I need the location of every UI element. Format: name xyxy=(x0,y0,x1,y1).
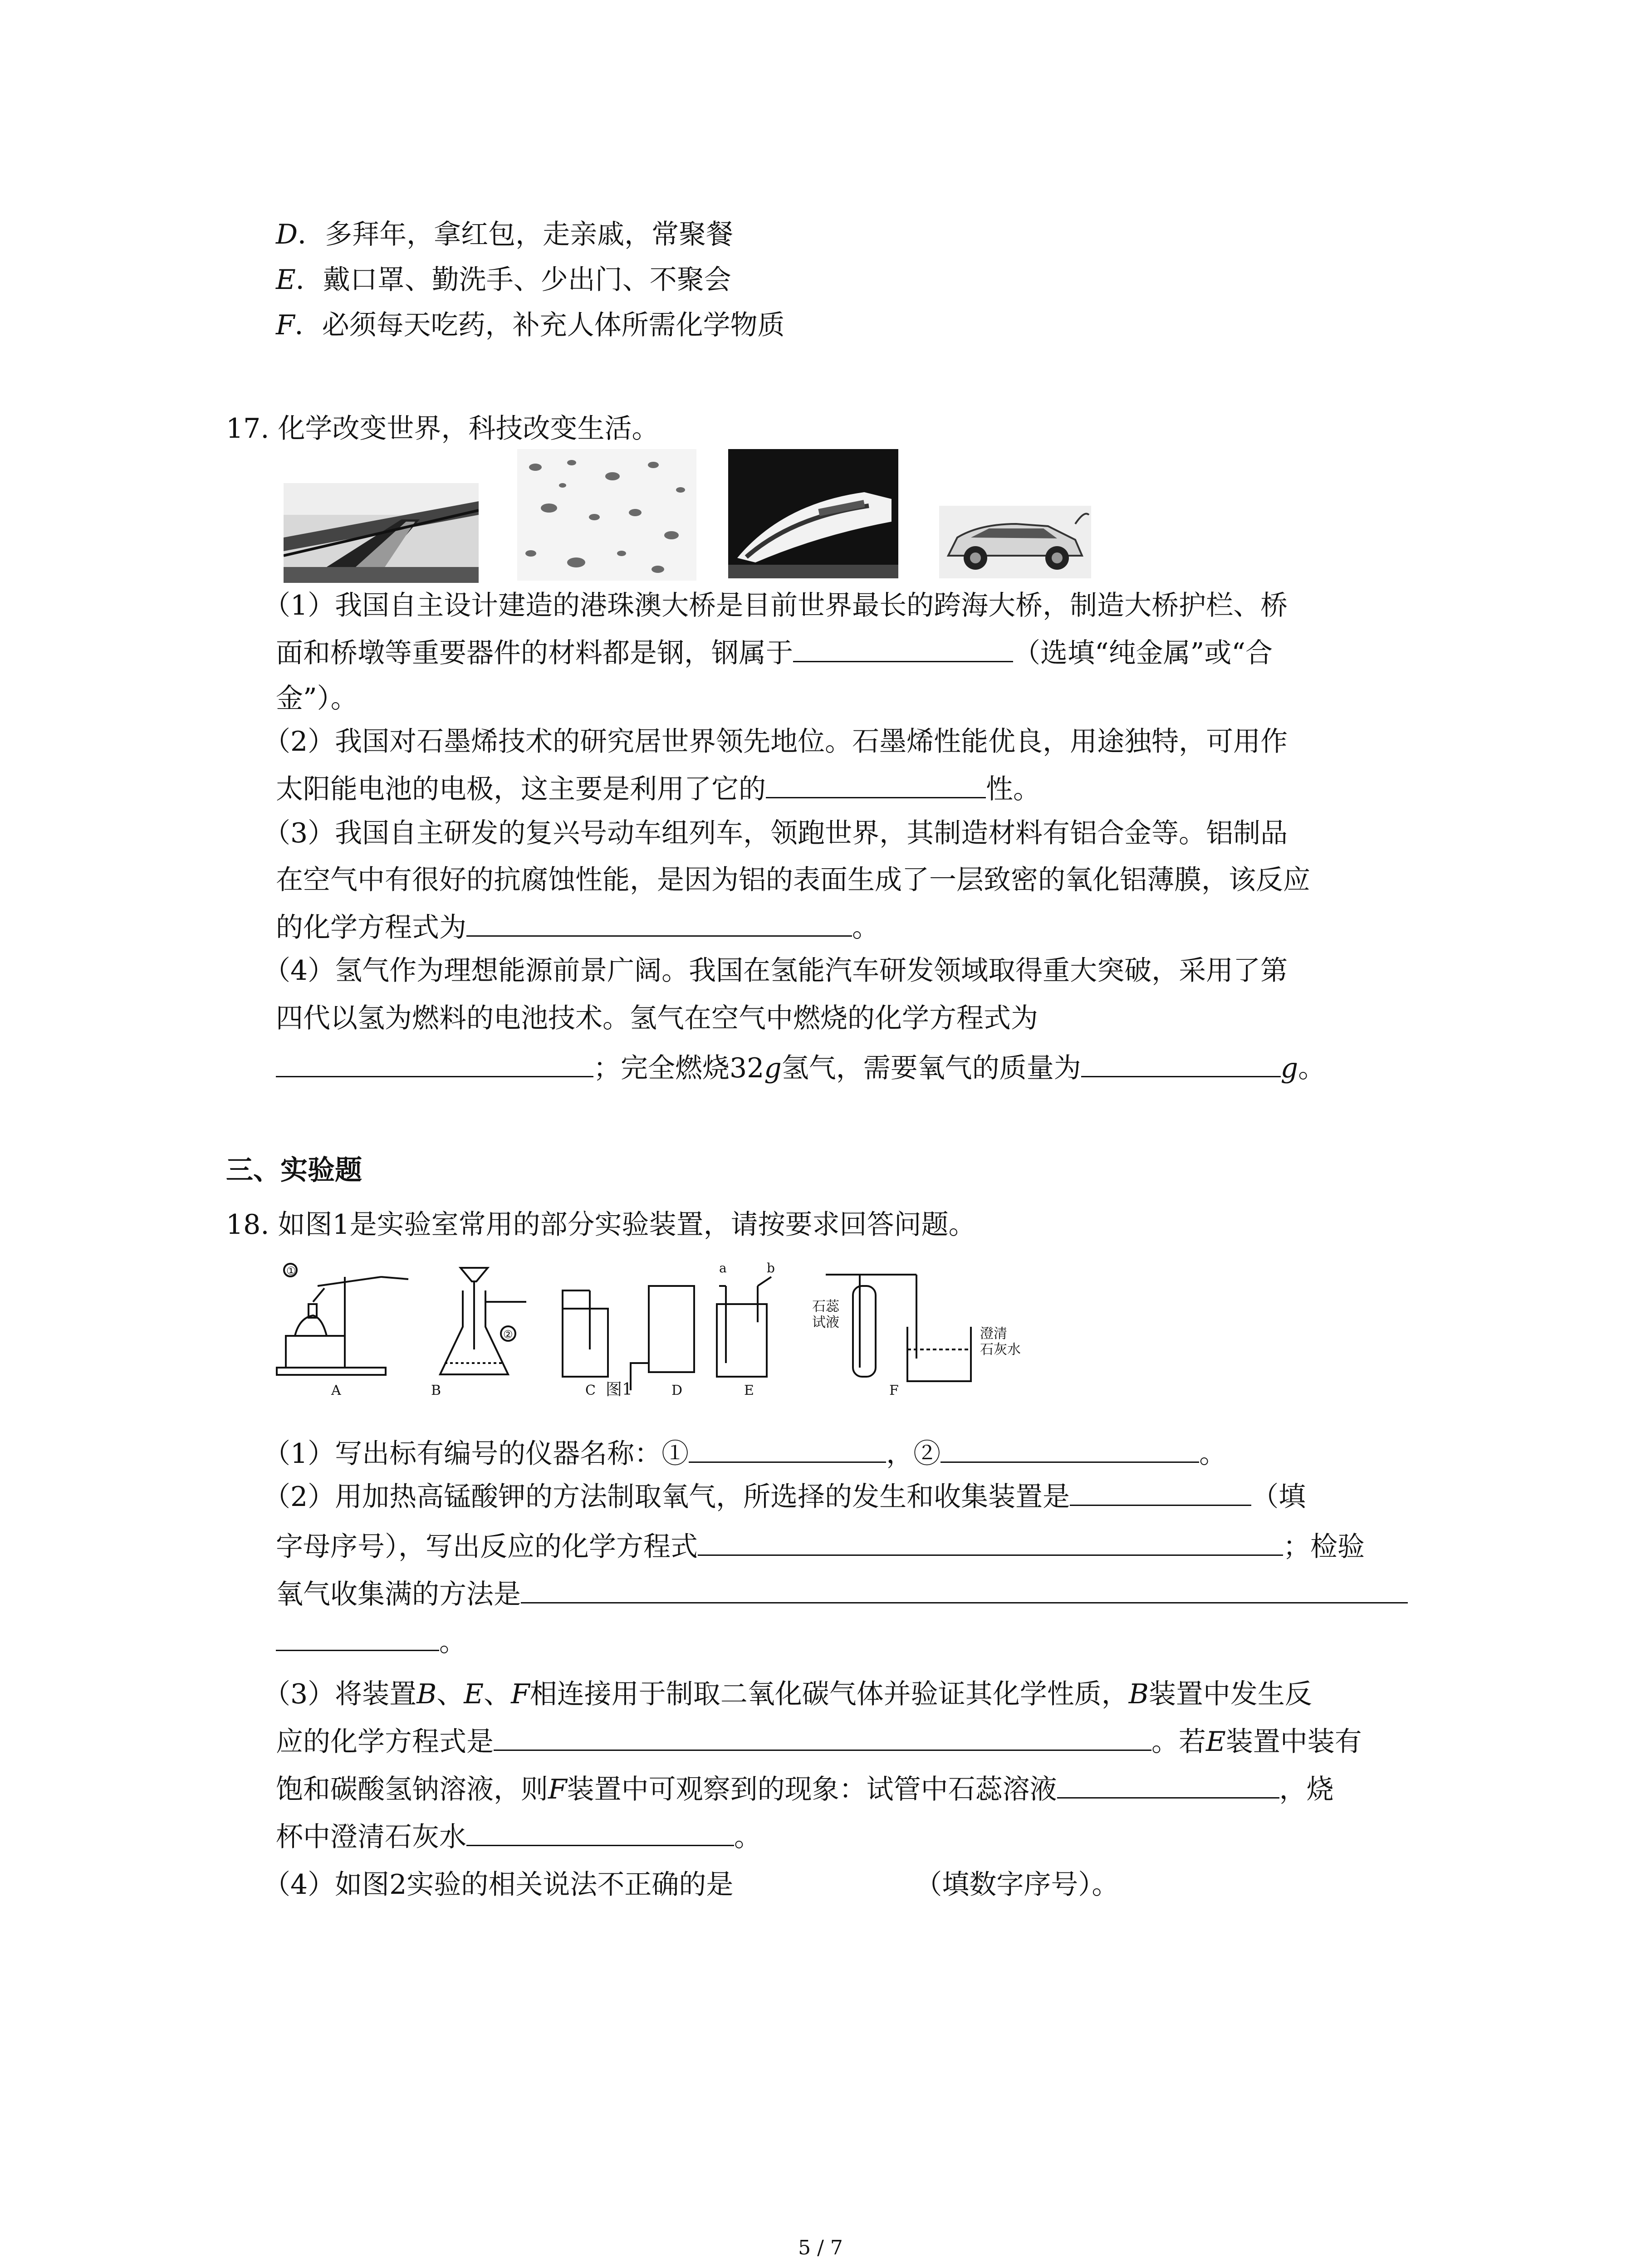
q18-part2-line2: 字母序号），写出反应的化学方程式 ；检验 xyxy=(276,1526,1365,1567)
q18-part3-line4: 杯中澄清石灰水 。 xyxy=(276,1817,761,1857)
graphene-photo xyxy=(517,449,696,581)
q17-part4-line1: （4）氢气作为理想能源前景广阔。我国在氢能汽车研发领域取得重大突破，采用了第 xyxy=(263,955,1288,987)
q18-part4: （4）如图2实验的相关说法不正确的是 （填数字序号）。 xyxy=(263,1869,1119,1901)
option-e: E．戴口罩、勤洗手、少出门、不聚会 xyxy=(276,264,731,296)
q18-stem: 18. 如图1是实验室常用的部分实验装置，请按要求回答问题。 xyxy=(226,1209,976,1241)
label-c: C xyxy=(585,1383,596,1398)
mark-1: ① xyxy=(286,1265,296,1277)
q18-part3-line3: 饱和碳酸氢钠溶液，则F装置中可观察到的现象：试管中石蕊溶液 ，烧 xyxy=(276,1769,1334,1810)
label-a: A xyxy=(331,1383,341,1398)
q17-part4-line3: ；完全燃烧32g氢气，需要氧气的质量为 g。 xyxy=(276,1048,1325,1089)
q18-part2-line1: （2）用加热高锰酸钾的方法制取氧气，所选择的发生和收集装置是 （填 xyxy=(263,1476,1306,1517)
answer-blank[interactable] xyxy=(1057,1769,1279,1799)
answer-blank[interactable] xyxy=(1081,1048,1281,1077)
q17-stem: 17. 化学改变世界，科技改变生活。 xyxy=(226,413,659,445)
bridge-photo xyxy=(284,483,479,583)
option-f: F．必须每天吃药，补充人体所需化学物质 xyxy=(276,309,785,341)
q17-part1-line3: 金”）。 xyxy=(276,683,358,714)
answer-blank[interactable] xyxy=(521,1574,1408,1603)
lime-label-2: 石灰水 xyxy=(980,1342,1021,1358)
port-a: a xyxy=(719,1261,727,1276)
q17-part3-line1: （3）我国自主研发的复兴号动车组列车，领跑世界，其制造材料有铝合金等。铝制品 xyxy=(263,817,1288,849)
section-heading: 三、实验题 xyxy=(226,1154,362,1186)
litmus-label-2: 试液 xyxy=(812,1315,839,1330)
port-b: b xyxy=(767,1261,775,1276)
litmus-label-1: 石蕊 xyxy=(812,1299,839,1315)
hydrogen-car-photo xyxy=(939,506,1091,578)
q17-part1-line1: （1）我国自主设计建造的港珠澳大桥是目前世界最长的跨海大桥，制造大桥护栏、桥 xyxy=(263,590,1288,621)
q17-part2-line2: 太阳能电池的电极，这主要是利用了它的 性。 xyxy=(276,769,1040,810)
q17-part3-line3: 的化学方程式为 。 xyxy=(276,907,879,948)
answer-blank[interactable] xyxy=(698,1526,1283,1556)
answer-blank[interactable] xyxy=(941,1433,1199,1463)
label-d: D xyxy=(671,1383,683,1398)
mark-2: ② xyxy=(503,1328,513,1341)
answer-blank[interactable] xyxy=(766,769,986,798)
answer-blank[interactable] xyxy=(1070,1476,1251,1506)
label-e: E xyxy=(744,1383,754,1398)
figure-caption: 图1 xyxy=(606,1380,632,1399)
high-speed-train-photo xyxy=(728,449,898,578)
q17-part3-line2: 在空气中有很好的抗腐蚀性能，是因为铝的表面生成了一层致密的氧化铝薄膜，该反应 xyxy=(276,864,1310,896)
q18-part2-line4: 。 xyxy=(276,1622,466,1662)
q18-part3-line1: （3）将装置B、E、F相连接用于制取二氧化碳气体并验证其化学性质，B装置中发生反 xyxy=(263,1678,1312,1710)
answer-blank[interactable] xyxy=(793,633,1013,662)
answer-blank[interactable] xyxy=(276,1048,593,1077)
answer-blank[interactable] xyxy=(494,1721,1151,1751)
q17-part1-line2: 面和桥墩等重要器件的材料都是钢，钢属于 （选填“纯金属”或“合 xyxy=(276,633,1273,674)
q17-part2-line1: （2）我国对石墨烯技术的研究居世界领先地位。石墨烯性能优良，用途独特，可用作 xyxy=(263,726,1288,758)
answer-blank[interactable] xyxy=(276,1622,439,1651)
answer-blank[interactable] xyxy=(466,907,852,937)
lime-label-1: 澄清 xyxy=(980,1326,1007,1342)
page-number: 5 / 7 xyxy=(798,2236,843,2259)
label-f: F xyxy=(889,1383,899,1398)
q17-part4-line2: 四代以氢为燃料的电池技术。氢气在空气中燃烧的化学方程式为 xyxy=(276,1002,1038,1034)
lab-apparatus-figure-1 xyxy=(272,1259,1021,1399)
q18-part2-line3: 氧气收集满的方法是 xyxy=(276,1574,1408,1615)
option-d: D．多拜年，拿红包，走亲戚，常聚餐 xyxy=(276,219,734,250)
answer-blank[interactable] xyxy=(689,1433,886,1463)
q18-part3-line2: 应的化学方程式是 。若E装置中装有 xyxy=(276,1721,1362,1762)
label-b: B xyxy=(431,1383,441,1398)
q18-part1: （1）写出标有编号的仪器名称：① ，② 。 xyxy=(263,1433,1226,1474)
answer-blank[interactable] xyxy=(466,1817,734,1846)
